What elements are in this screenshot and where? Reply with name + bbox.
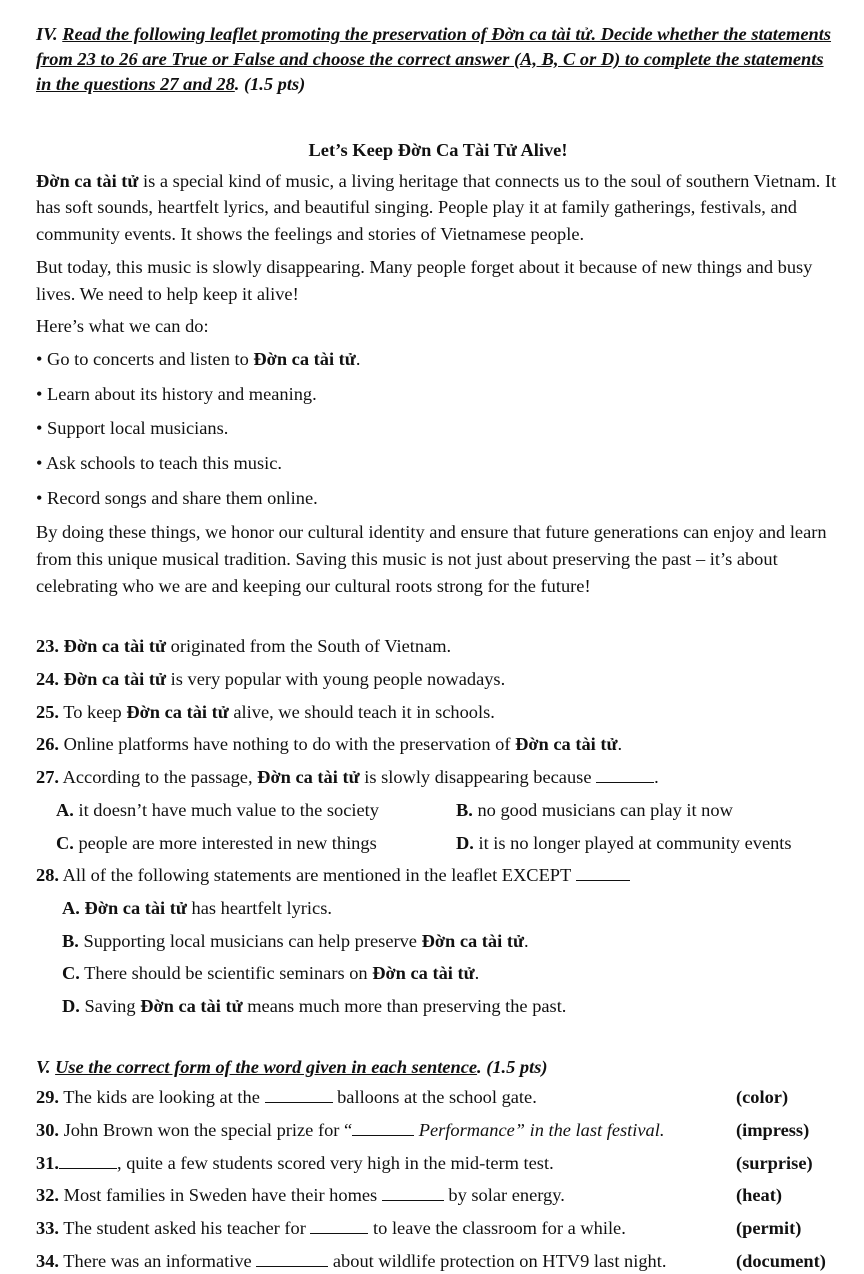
- question-number: 33.: [36, 1218, 59, 1239]
- question-sentence: [36, 1084, 537, 1111]
- word-cue: (document): [736, 1250, 826, 1271]
- answer-blank: [382, 1186, 444, 1201]
- answer-blank: [265, 1088, 333, 1103]
- section-4-numeral: IV.: [36, 24, 58, 44]
- question-number: 32.: [36, 1185, 59, 1206]
- option-end: .: [524, 930, 529, 951]
- option-28-b: [62, 928, 840, 955]
- bullet-item-3: • Support local musicians.: [36, 415, 840, 442]
- question-text: is very popular with young people nowadays.: [166, 669, 506, 690]
- word-cue: (impress): [736, 1120, 810, 1141]
- answer-blank: [352, 1121, 414, 1136]
- question-number: 28.: [36, 865, 59, 886]
- question-31: [36, 1150, 840, 1177]
- question-number: 24.: [36, 669, 59, 690]
- section-4-points: . (1.5 pts): [234, 74, 306, 95]
- option-28-d: [62, 993, 840, 1020]
- question-text: originated from the South of Vietnam.: [166, 636, 452, 657]
- question-text: John Brown won the special prize for “: [59, 1120, 353, 1141]
- question-24: [36, 666, 840, 693]
- question-text: The kids are looking at the: [59, 1087, 265, 1108]
- question-28: [36, 862, 840, 889]
- question-25: [36, 699, 840, 726]
- question-sentence: [36, 1248, 666, 1274]
- option-27-b: [456, 797, 733, 824]
- option-text: Saving: [79, 995, 141, 1016]
- question-text: To keep: [59, 701, 127, 722]
- question-number: 27.: [36, 767, 59, 788]
- question-number: 29.: [36, 1087, 59, 1108]
- option-letter: B.: [456, 799, 473, 820]
- leaflet-paragraph-2: But today, this music is slowly disappearing. Many people forget about it because of new things and busy lives. We need to help keep it alive!: [36, 256, 813, 304]
- question-27-options-cd: [56, 830, 840, 857]
- question-text: by solar energy.: [443, 1185, 565, 1206]
- bullet-text: Go to concerts and listen to: [47, 348, 254, 369]
- option-letter: D.: [62, 995, 80, 1016]
- answer-blank: [256, 1252, 328, 1267]
- section-5-instruction-text: Use the correct form of the word given in each sentence: [55, 1056, 478, 1077]
- question-number: 30.: [36, 1120, 59, 1141]
- word-cue: (permit): [736, 1218, 802, 1239]
- section-5-numeral: V.: [36, 1056, 51, 1077]
- term-bold: Đờn ca tài tử: [421, 930, 524, 951]
- option-text: people are more interested in new things: [73, 832, 377, 853]
- bullet-end: .: [355, 348, 361, 369]
- paragraph-text: is a special kind of music, a living heritage that connects us to the soul of southern Vietnam. It has soft sounds, heartfelt lyrics, and beautiful singing. People play it at family gatherings, festivals, and community events. It shows the feelings and stories of Vietnamese people.: [36, 170, 837, 245]
- question-30: [36, 1117, 840, 1144]
- option-27-a: [56, 797, 456, 824]
- question-27: [36, 764, 840, 791]
- question-text: Online platforms have nothing to do with the preservation of: [59, 734, 516, 755]
- question-end: .: [617, 734, 623, 755]
- option-text: Supporting local musicians can help preserve: [78, 930, 422, 951]
- term-bold: Đờn ca tài tử: [79, 897, 187, 918]
- term-bold: Đờn ca tài tử: [257, 767, 360, 788]
- term-bold: Đờn ca tài tử: [63, 669, 167, 690]
- question-number: 26.: [36, 734, 59, 755]
- question-27-options-ab: [56, 797, 840, 824]
- question-number: 31.: [36, 1152, 59, 1173]
- question-text: Most families in Sweden have their homes: [59, 1185, 382, 1206]
- question-text: is slowly disappearing because: [359, 767, 597, 788]
- question-number: 34.: [36, 1250, 59, 1271]
- answer-blank: [310, 1219, 368, 1234]
- word-cue: (heat): [736, 1185, 782, 1206]
- term-bold: Đờn ca tài tử: [515, 734, 618, 755]
- option-letter: C.: [56, 832, 74, 853]
- question-text: , quite a few students scored very high in the mid-term test.: [117, 1152, 554, 1173]
- option-end: means much more than preserving the past.: [242, 995, 567, 1016]
- term-bold: Đờn ca tài tử: [36, 170, 139, 191]
- question-text: to leave the classroom for a while.: [368, 1218, 626, 1239]
- question-sentence: [36, 1117, 664, 1144]
- option-letter: A.: [56, 799, 74, 820]
- section-4-instruction-text: Read the following leaflet promoting the preservation of Đờn ca tài tử. Decide whether the statements from 23 to 26 are True or False and choose the correct answer (A, B, C or D) to complete the statements in the questions 27 and 28: [36, 24, 832, 95]
- question-number: 23.: [36, 636, 59, 657]
- leaflet-paragraph-4: By doing these things, we honor our cultural identity and ensure that future generations can enjoy and learn from this unique musical tradition. Saving this music is not just about preserving the past – it’s about celebrating who we are and keeping our cultural roots strong for the future!: [36, 522, 827, 596]
- section-5-instruction: [36, 1054, 840, 1081]
- question-32: [36, 1182, 840, 1209]
- question-text: Performance” in the last festival.: [414, 1120, 665, 1141]
- question-sentence: [36, 1182, 565, 1209]
- bullet-item-1: [36, 346, 840, 373]
- option-letter: C.: [62, 963, 80, 984]
- answer-blank: [576, 866, 630, 881]
- option-27-c: [56, 830, 456, 857]
- answer-blank: [59, 1154, 117, 1169]
- question-text: The student asked his teacher for: [59, 1218, 311, 1239]
- option-text: it is no longer played at community events: [473, 832, 792, 853]
- term-bold: Đờn ca tài tử: [140, 995, 243, 1016]
- option-letter: A.: [62, 897, 80, 918]
- question-34: [36, 1248, 840, 1274]
- word-cue: (surprise): [736, 1152, 813, 1173]
- leaflet-title: Let’s Keep Đờn Ca Tài Tử Alive!: [308, 140, 568, 161]
- word-cue: (color): [736, 1087, 789, 1108]
- question-text: There was an informative: [59, 1250, 257, 1271]
- question-text: balloons at the school gate.: [332, 1087, 537, 1108]
- leaflet-paragraph-3: Here’s what we can do:: [36, 316, 209, 337]
- question-text: alive, we should teach it in schools.: [228, 701, 495, 722]
- bullet-item-2: • Learn about its history and meaning.: [36, 381, 840, 408]
- word-form-questions: [36, 1084, 840, 1274]
- question-33: [36, 1215, 840, 1242]
- term-bold: Đờn ca tài tử: [253, 348, 356, 369]
- option-letter: D.: [456, 832, 474, 853]
- questions-23-28: [36, 633, 840, 1019]
- question-29: [36, 1084, 840, 1111]
- question-sentence: [36, 1215, 626, 1242]
- term-bold: Đờn ca tài tử: [372, 963, 475, 984]
- answer-blank: [596, 768, 654, 783]
- leaflet-paragraph-1: [36, 168, 840, 248]
- question-26: [36, 731, 840, 758]
- option-letter: B.: [62, 930, 79, 951]
- option-28-a: [62, 895, 840, 922]
- question-23: [36, 633, 840, 660]
- bullet-item-5: • Record songs and share them online.: [36, 485, 840, 512]
- bullet-item-4: • Ask schools to teach this music.: [36, 450, 840, 477]
- question-text: about wildlife protection on HTV9 last night.: [328, 1250, 667, 1271]
- question-sentence: [36, 1150, 554, 1177]
- term-bold: Đờn ca tài tử: [63, 636, 167, 657]
- option-text: it doesn’t have much value to the society: [73, 799, 379, 820]
- option-27-d: [456, 830, 792, 857]
- option-text: has heartfelt lyrics.: [186, 897, 332, 918]
- question-number: 25.: [36, 701, 59, 722]
- section-4-instruction: [36, 0, 840, 97]
- option-end: .: [474, 963, 480, 984]
- term-bold: Đờn ca tài tử: [126, 701, 229, 722]
- question-text: According to the passage,: [59, 767, 258, 788]
- option-28-c: [62, 960, 840, 987]
- question-text: All of the following statements are mentioned in the leaflet EXCEPT: [59, 865, 576, 886]
- section-5-points: . (1.5 pts): [477, 1056, 548, 1077]
- question-end: .: [654, 767, 659, 788]
- option-text: There should be scientific seminars on: [79, 963, 373, 984]
- option-text: no good musicians can play it now: [472, 799, 733, 820]
